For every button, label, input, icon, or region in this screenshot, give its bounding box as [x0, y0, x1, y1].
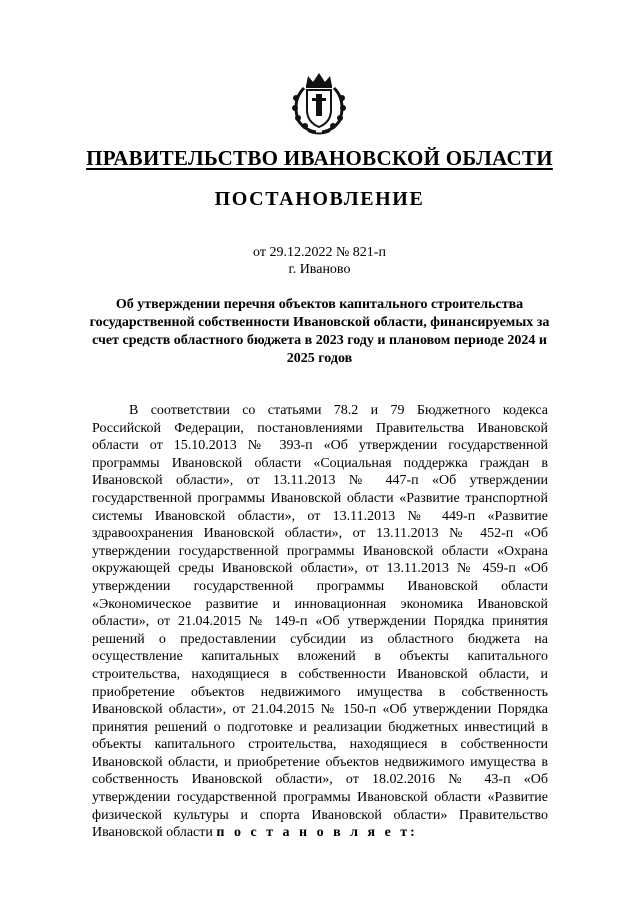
date-and-number: от 29.12.2022 № 821-п — [253, 245, 386, 260]
document-subject: Об утверждении перечня объектов капитального строительства государственной собственности Ивановской области, финансируемых за счет средств областного бюджета в 2023 году и плановом периоде 2024 и 2025 годов — [89, 297, 550, 366]
document-type: ПОСТАНОВЛЕНИЕ — [214, 188, 425, 210]
government-name: ПРАВИТЕЛЬСТВО ИВАНОВСКОЙ ОБЛАСТИ — [86, 146, 553, 170]
body-paragraph — [92, 402, 548, 842]
city: г. Иваново — [288, 262, 351, 277]
coat-of-arms-icon — [286, 70, 352, 136]
document-meta — [70, 244, 569, 278]
body-text: В соответствии со статьями 78.2 и 79 Бюджетного кодекса Российской Федерации, постановлениями Правительства Ивановской области от 15.10.2013 № 393-п «Об утверждении государственной программы Ивановской области «Социальная поддержка граждан в Ивановской области», от 13.11.2013 № 447-п «Об утверждении государственной программы Ивановской области «Развитие транспортной системы Ивановской области», от 13.11.2013 № 449-п «Развитие здравоохранения Ивановской области», от 13.11.2013 № 452-п «Об утверждении государственной программы Ивановской области «Охрана окружающей среды Ивановской области», от 13.11.2013 № 459-п «Об утверждении государственной программы Ивановской области «Экономическое развитие и инновационная экономика Ивановской области», от 21.04.2015 № 149-п «Об утверждении Порядка принятия решений о предоставлении субсидии из областного бюджета на осуществление капитальных вложений в объекты капитального строительства, находящиеся в собственности Ивановской области, и приобретение объектов недвижимого имущества в собственность Ивановской области», от 21.04.2015 № 150-п «Об утверждении Порядка принятия решений о подготовке и реализации бюджетных инвестиций в объекты капитального строительства, находящиеся в собственности Ивановской области, и приобретение объектов недвижимого имущества в собственность Ивановской области», от 18.02.2016 № 43-п «Об утверждении государственной программы Ивановской области «Развитие физической культуры и спорта Ивановской области» Правительство Ивановской области — [92, 403, 548, 841]
resolves-word: п о с т а н о в л я е т: — [216, 825, 418, 841]
